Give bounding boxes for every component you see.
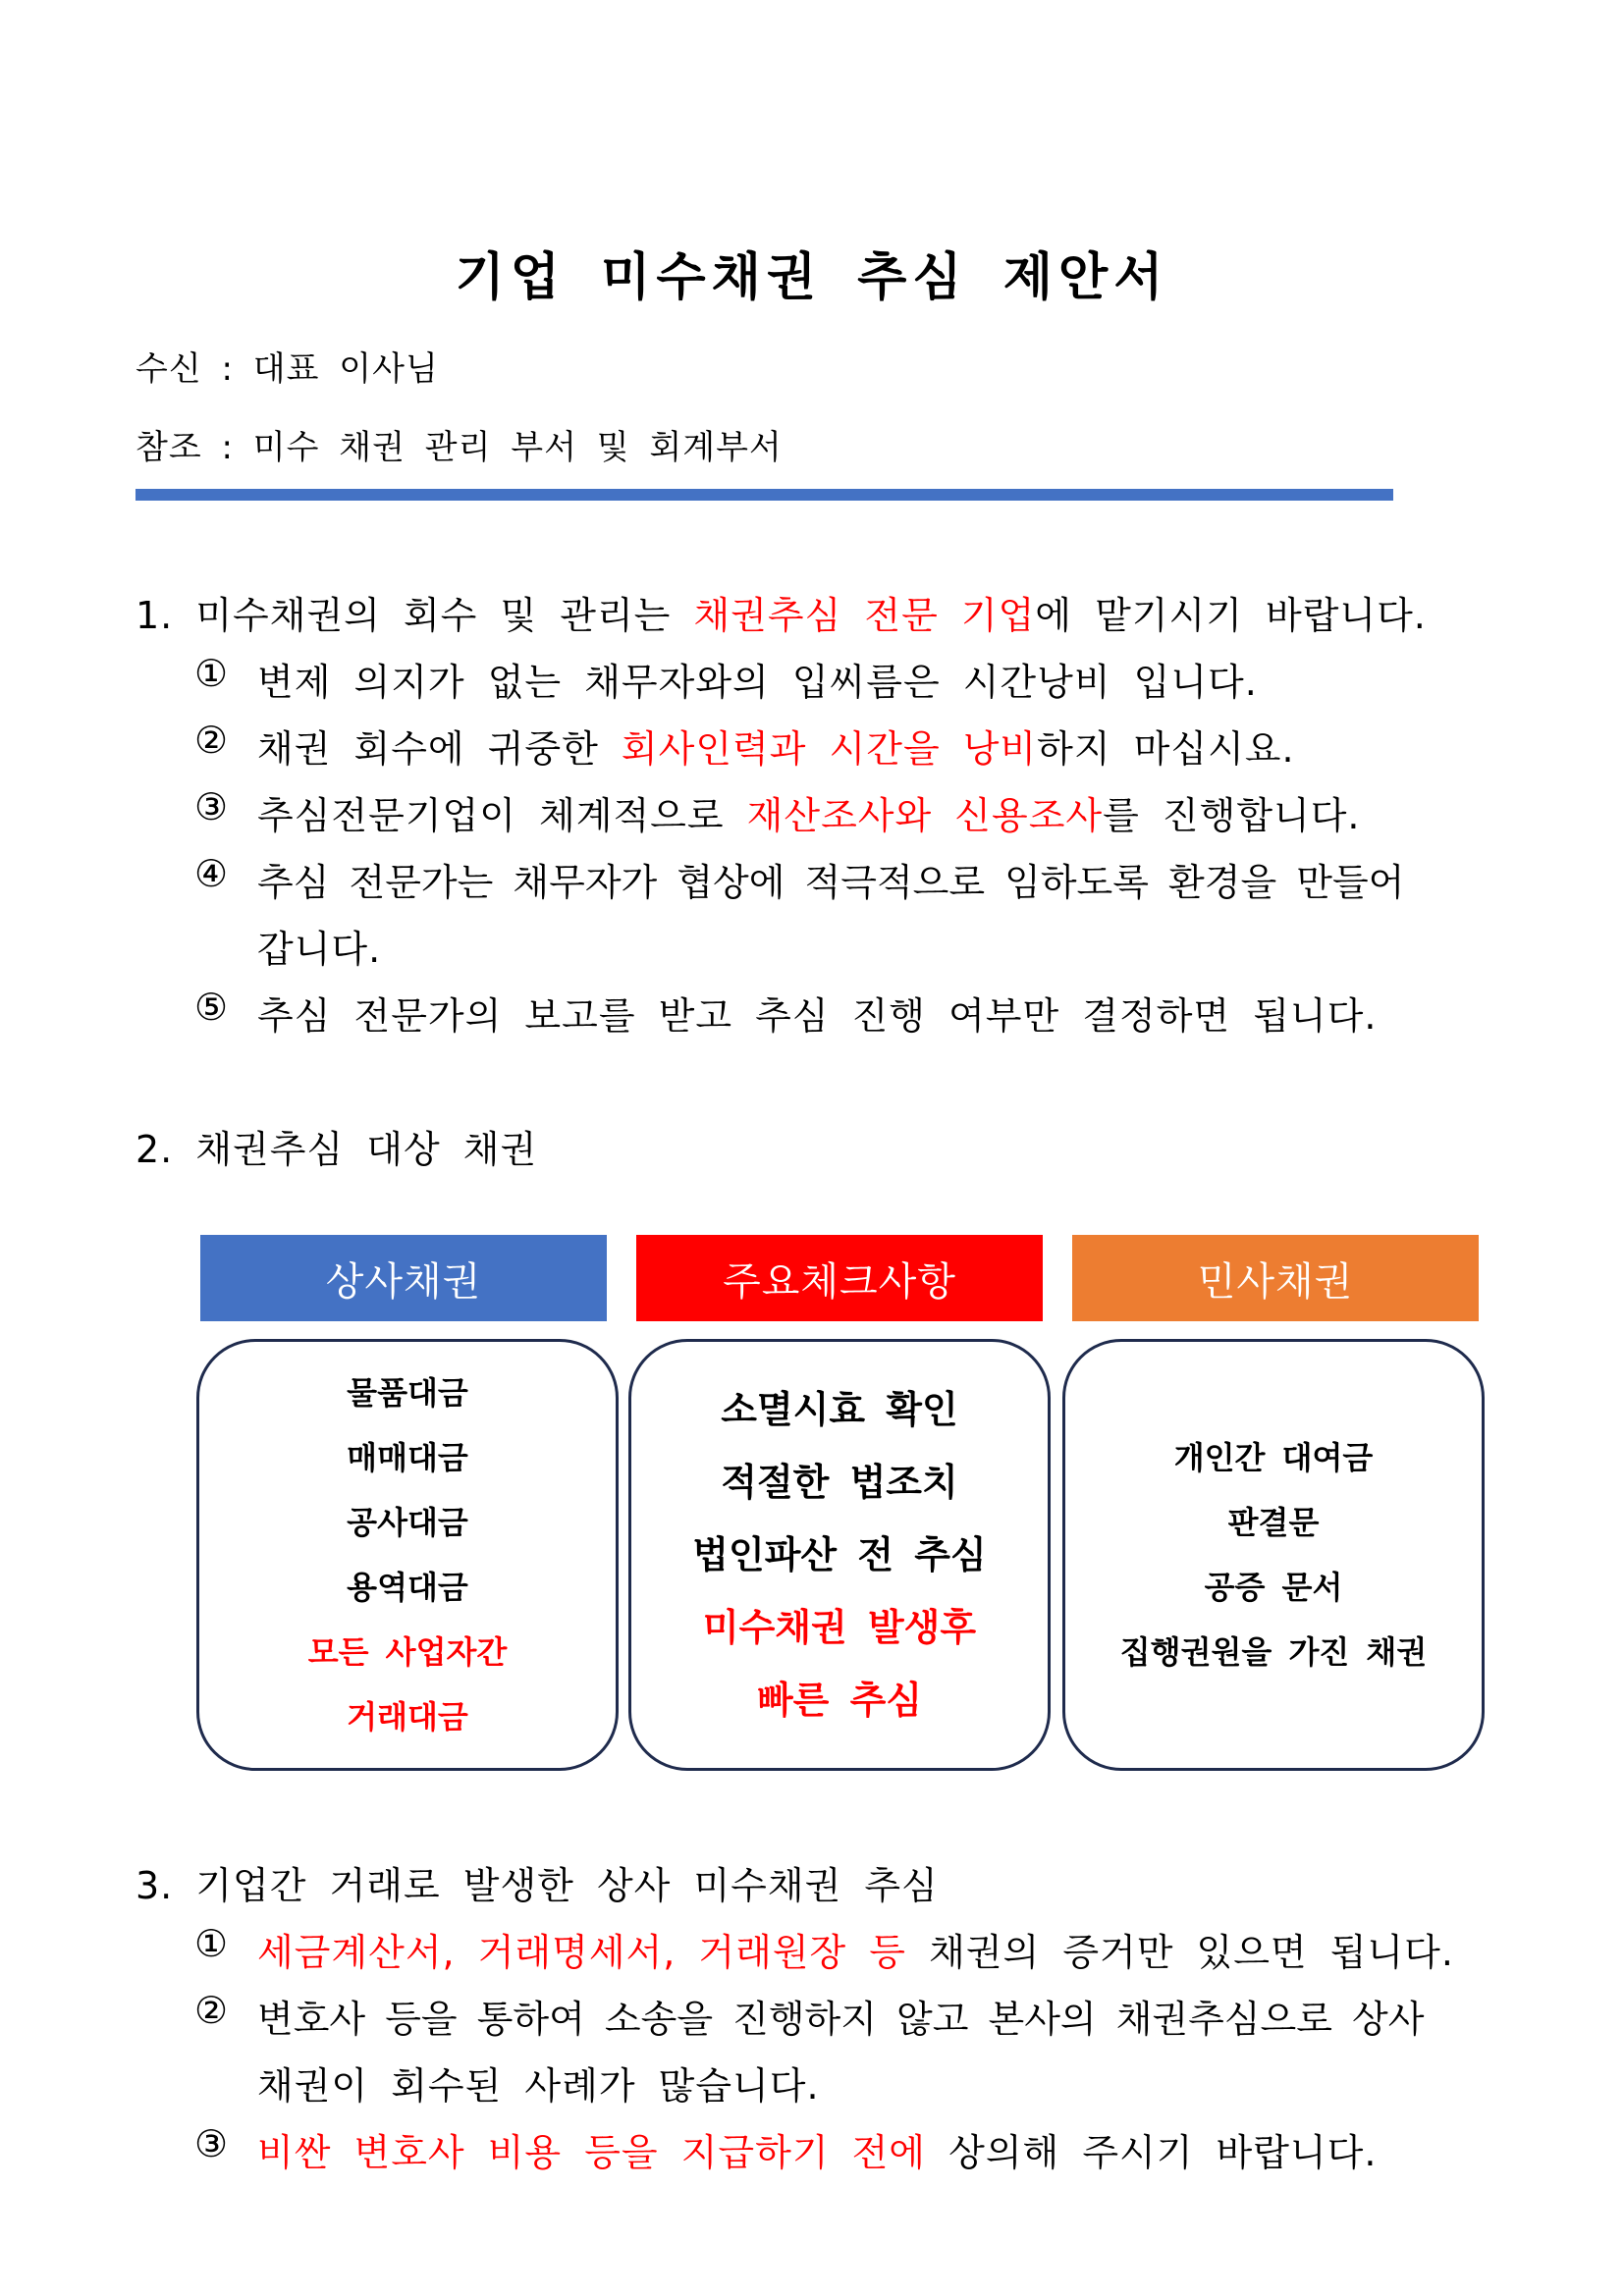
section3-item1-post: 채권의 증거만 있으면 됩니다. <box>906 1931 1454 1974</box>
section1-item2-pre: 채권 회수에 귀중한 <box>257 727 622 771</box>
commercial-item: 용역대금 <box>347 1569 468 1606</box>
civil-item: 공증 문서 <box>1204 1569 1343 1606</box>
commercial-item: 공사대금 <box>347 1504 468 1541</box>
section3-item2-line1: 변호사 등을 통하여 소송을 진행하지 않고 본사의 채권추심으로 상사 <box>257 1998 1425 2041</box>
section1-item4-line1: 추심 전문가는 채무자가 협상에 적극적으로 임하도록 환경을 만들어 <box>257 861 1405 904</box>
section1-heading-pre: 1. 미수채권의 회수 및 관리는 <box>135 594 694 637</box>
section1-item3-highlight: 재산조사와 신용조사 <box>746 794 1104 837</box>
civil-claims-box <box>1062 1339 1485 1771</box>
recipient-line: 수신 : 대표 이사님 <box>135 349 439 389</box>
checkpoints-box <box>628 1339 1051 1771</box>
section3-heading: 3. 기업간 거래로 발생한 상사 미수채권 추심 <box>135 1864 939 1907</box>
column-header-commercial: 상사채권 <box>200 1235 607 1321</box>
section2-heading: 2. 채권추심 대상 채권 <box>135 1128 538 1171</box>
checkpoint-item: 소멸시효 확인 <box>721 1388 958 1431</box>
civil-item: 개인간 대여금 <box>1173 1439 1374 1476</box>
section1-item2-number: ② <box>194 719 229 762</box>
commercial-highlight-item: 거래대금 <box>347 1698 468 1735</box>
checkpoint-item: 법인파산 전 추심 <box>692 1533 987 1576</box>
commercial-highlight-item: 모든 사업자간 <box>307 1633 508 1671</box>
page-title: 기업 미수채권 추심 제안서 <box>455 248 1169 307</box>
column-header-checkpoints: 주요체크사항 <box>636 1235 1043 1321</box>
section3-item2-number: ② <box>194 1989 229 2032</box>
section1-item4-number: ④ <box>194 852 229 895</box>
reference-line: 참조 : 미수 채권 관리 부서 및 회계부서 <box>135 428 783 467</box>
section3-item1-highlight: 세금계산서, 거래명세서, 거래원장 등 <box>257 1931 907 1974</box>
civil-item: 판결문 <box>1227 1504 1320 1541</box>
section3-item3-text <box>257 2122 1377 2176</box>
section3-item3-highlight: 비싼 변호사 비용 등을 지급하기 전에 <box>257 2131 927 2174</box>
commercial-item: 물품대금 <box>347 1374 468 1412</box>
section1-item3-number: ③ <box>194 785 229 828</box>
commercial-item: 매매대금 <box>347 1439 468 1476</box>
column-header-civil: 민사채권 <box>1072 1235 1479 1321</box>
section1-item5-text: 추심 전문가의 보고를 받고 추심 진행 여부만 결정하면 됩니다. <box>257 994 1378 1038</box>
header-divider <box>135 489 1393 501</box>
section1-item3-post: 를 진행합니다. <box>1103 794 1361 837</box>
section1-item3-text <box>257 785 1361 839</box>
section1-item2-post: 하지 마십시요. <box>1037 727 1295 771</box>
checkpoint-highlight-item: 미수채권 발생후 <box>702 1606 977 1649</box>
checkpoint-highlight-item: 빠른 추심 <box>756 1679 923 1722</box>
section3-item2-line2: 채권이 회수된 사례가 많습니다. <box>257 2064 820 2108</box>
section3-item3-post: 상의해 주시기 바랍니다. <box>926 2131 1378 2174</box>
section1-item2-text <box>257 719 1295 773</box>
section1-heading <box>135 585 1427 639</box>
section1-item1-text: 변제 의지가 없는 채무자와의 입씨름은 시간낭비 입니다. <box>257 661 1258 704</box>
section1-heading-highlight: 채권추심 전문 기업 <box>693 594 1036 637</box>
section3-item1-number: ① <box>194 1922 229 1965</box>
section1-item5-number: ⑤ <box>194 986 229 1029</box>
section1-item3-pre: 추심전문기업이 체계적으로 <box>257 794 747 837</box>
section1-item2-highlight: 회사인력과 시간을 낭비 <box>621 727 1038 771</box>
section3-item3-number: ③ <box>194 2122 229 2165</box>
section1-item4-line2: 갑니다. <box>257 928 382 971</box>
commercial-claims-box <box>196 1339 619 1771</box>
section1-heading-post: 에 맡기시기 바랍니다. <box>1035 594 1427 637</box>
civil-item: 집행권원을 가진 채권 <box>1119 1633 1428 1671</box>
checkpoint-item: 적절한 법조치 <box>721 1461 958 1504</box>
section1-item1-number: ① <box>194 652 229 695</box>
section3-item1-text <box>257 1922 1454 1976</box>
